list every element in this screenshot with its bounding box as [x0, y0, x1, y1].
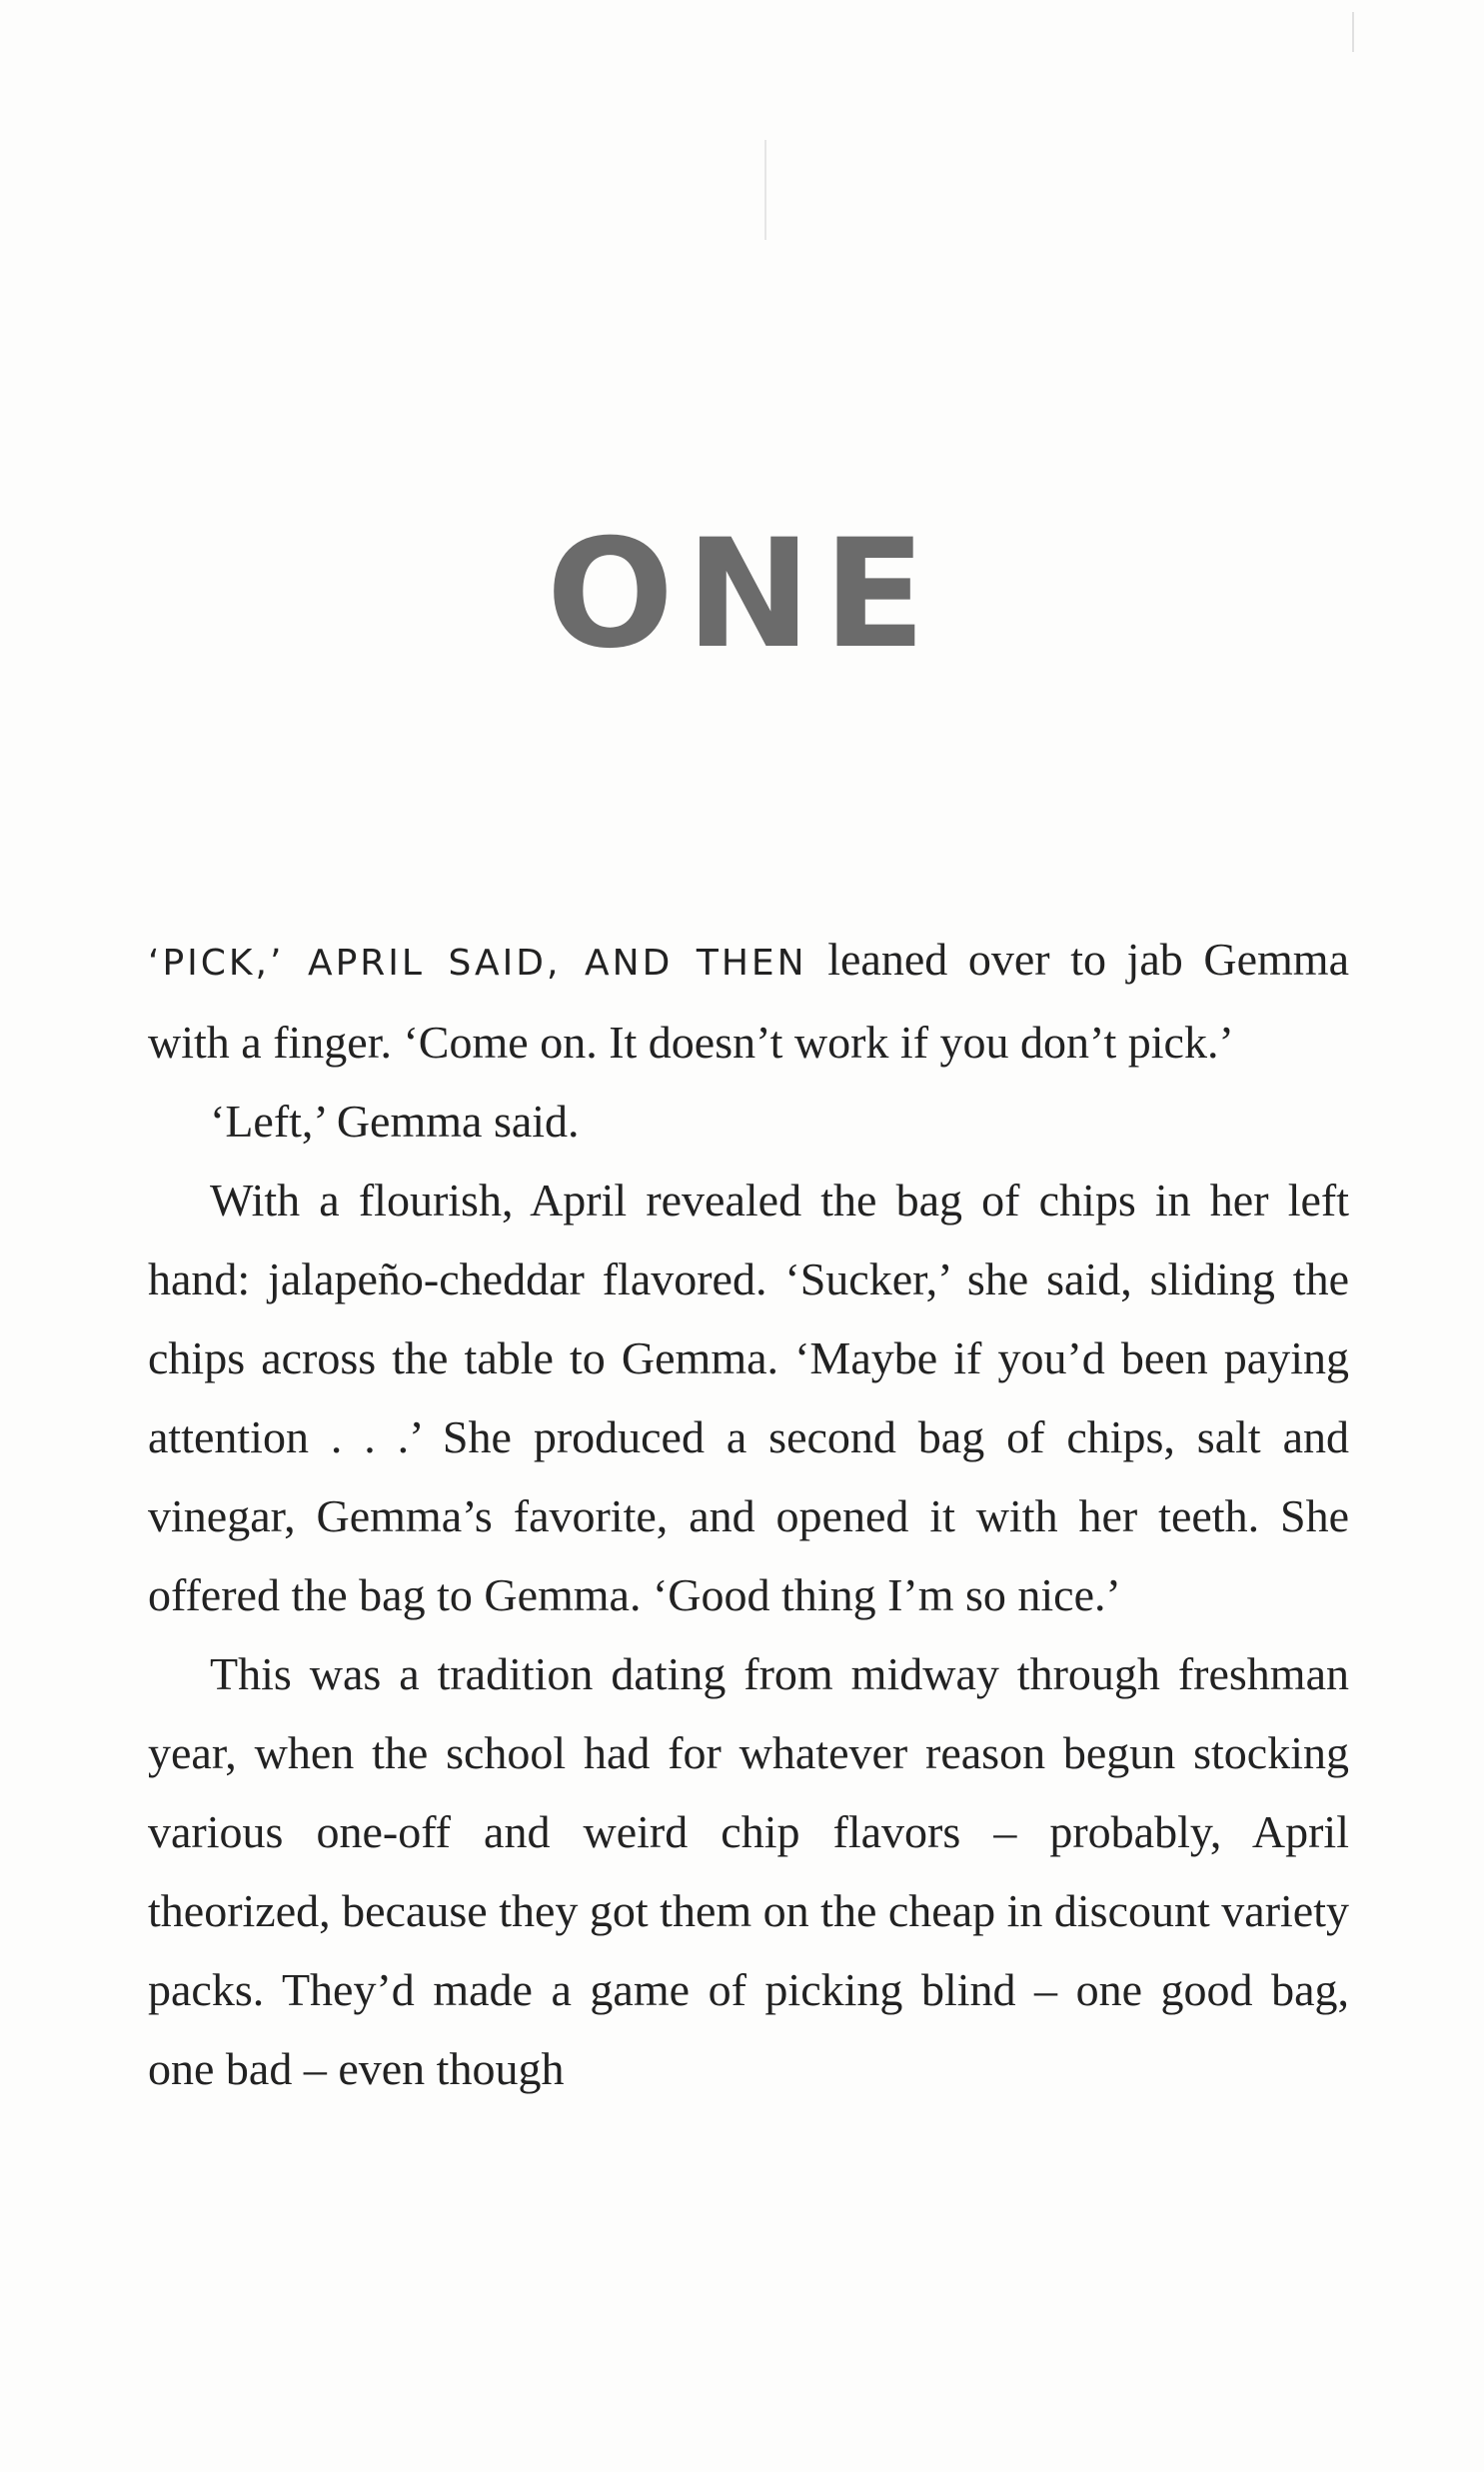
- paragraph-1: [148, 920, 1349, 1082]
- paragraph-4: [148, 1634, 1349, 2108]
- paragraph-2: [148, 1082, 1349, 1161]
- scan-smudge: [1352, 12, 1354, 52]
- chapter-body: [148, 920, 1349, 2108]
- chapter-title: ONE: [546, 508, 938, 682]
- paragraph-3: [148, 1161, 1349, 1634]
- scan-smudge: [764, 140, 766, 240]
- paragraph-text: With a flourish, April revealed the bag of chips in her left hand: jalapeño-cheddar flavored. ‘Sucker,’ she said, sliding the chips across the table to Gemma. ‘Maybe if you’d been paying attention . . .’ She produced a second bag of chips, salt and vinegar, Gemma’s favorite, and opened it with her teeth. She offered the bag to Gemma. ‘Good thing I’m so nice.’: [148, 1175, 1349, 1620]
- paragraph-text: ‘Left,’ Gemma said.: [210, 1096, 580, 1147]
- lead-in-small-caps: ‘PICK,’ APRIL SAID, AND THEN: [148, 943, 807, 984]
- paragraph-text: This was a tradition dating from midway through freshman year, when the school had for whatever reason begun stocking various one-off and weird chip flavors – probably, April theorized, because they got them on the cheap in discount variety packs. They’d made a game of picking blind – one good bag, one bad – even though: [148, 1648, 1349, 2094]
- paragraph-text: leaned over to jab Gemma with a finger. ‘Come on. It doesn’t work if you don’t pick.’: [148, 934, 1350, 1068]
